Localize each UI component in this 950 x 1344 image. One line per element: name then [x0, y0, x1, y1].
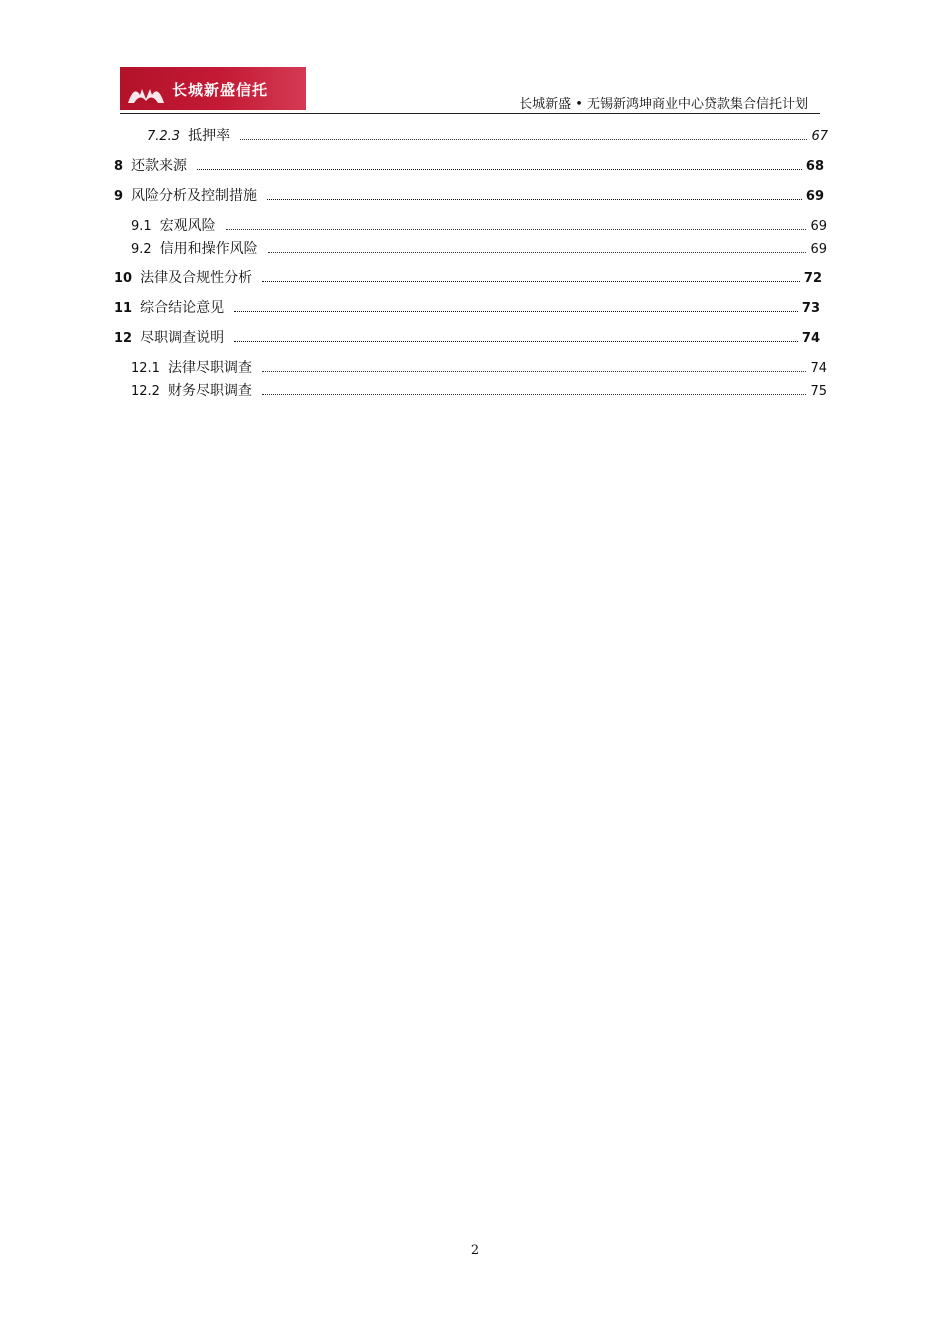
toc-entry[interactable]	[114, 185, 824, 205]
toc-entry-page: 74	[810, 361, 827, 376]
toc-leader	[234, 340, 798, 342]
toc-entry-page: 69	[810, 242, 827, 257]
toc-entry-title: 尽职调查说明	[140, 330, 225, 346]
toc-entry-title: 信用和操作风险	[159, 241, 258, 257]
toc-entry-number: 12	[114, 331, 133, 346]
toc-entry-number: 9	[114, 189, 124, 204]
toc-entry[interactable]	[131, 380, 827, 400]
toc-entry-title: 综合结论意见	[140, 300, 225, 316]
toc-entry-number: 7.2.3	[147, 129, 181, 144]
toc-leader	[262, 393, 807, 395]
toc-leader	[268, 251, 807, 253]
toc-entry-page: 73	[801, 301, 820, 316]
toc-entry[interactable]	[114, 155, 824, 175]
toc-entry-title: 宏观风险	[159, 218, 216, 234]
toc-entry[interactable]	[147, 125, 828, 145]
toc-leader	[267, 198, 802, 200]
toc-entry-page: 68	[805, 159, 824, 174]
page-number: 2	[470, 1243, 480, 1258]
logo-text: 长城新盛信托	[172, 81, 269, 99]
document-header-title: 长城新盛 • 无锡新鸿坤商业中心贷款集合信托计划	[519, 97, 808, 112]
toc-entry-title: 风险分析及控制措施	[131, 188, 258, 204]
toc-entry[interactable]	[114, 327, 820, 347]
toc-entry-title: 抵押率	[188, 128, 231, 144]
toc-entry-number: 11	[114, 301, 133, 316]
toc-entry-page: 72	[803, 271, 822, 286]
toc-entry-title: 法律及合规性分析	[140, 270, 253, 286]
toc-leader	[240, 138, 807, 140]
toc-entry-number: 8	[114, 159, 124, 174]
toc-entry-number: 12.1	[131, 361, 160, 376]
toc-entry[interactable]	[131, 238, 827, 258]
toc-entry-title: 财务尽职调查	[167, 383, 252, 399]
toc-entry-number: 10	[114, 271, 133, 286]
toc-leader	[262, 280, 800, 282]
toc-leader	[197, 168, 802, 170]
toc-entry-page: 74	[801, 331, 820, 346]
toc-entry[interactable]	[131, 357, 827, 377]
toc-entry-page: 75	[810, 384, 827, 399]
toc-leader	[226, 228, 807, 230]
toc-entry-page: 69	[805, 189, 824, 204]
toc-entry[interactable]	[114, 267, 822, 287]
header-divider	[120, 113, 820, 114]
toc-entry-page: 69	[810, 219, 827, 234]
logo-mark-icon	[126, 75, 166, 105]
toc-entry-page: 67	[811, 129, 828, 144]
toc-entry-number: 12.2	[131, 384, 160, 399]
toc-entry[interactable]	[131, 215, 827, 235]
toc-entry[interactable]	[114, 297, 820, 317]
toc-leader	[234, 310, 798, 312]
toc-entry-title: 还款来源	[131, 158, 188, 174]
company-logo	[120, 67, 306, 110]
toc-entry-number: 9.1	[131, 219, 152, 234]
toc-leader	[262, 370, 807, 372]
toc-entry-title: 法律尽职调查	[167, 360, 252, 376]
toc-entry-number: 9.2	[131, 242, 152, 257]
